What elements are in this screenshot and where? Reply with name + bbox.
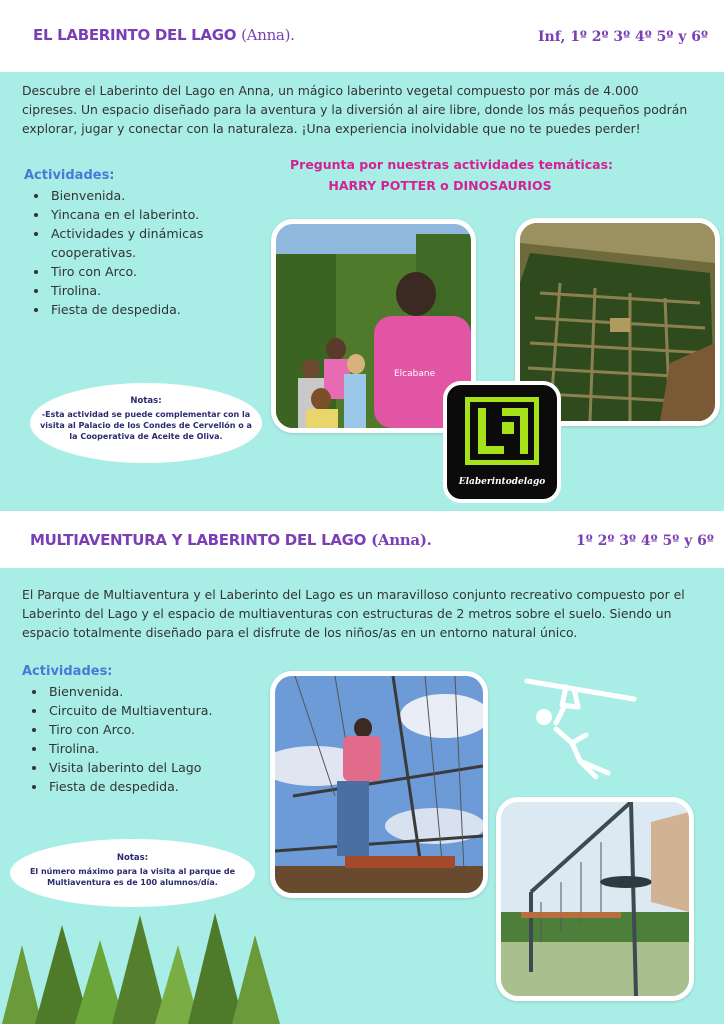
zipline-person-icon (522, 673, 642, 783)
section2-header (0, 511, 724, 568)
activity-item: • Fiesta de despedida. (49, 300, 259, 319)
activity-item: • Tiro con Arco. (49, 262, 259, 281)
section2-grades: 1º 2º 3º 4º 5º y 6º (576, 533, 714, 549)
multiaventura-climb-photo (270, 671, 488, 898)
activity-item: • Bienvenida. (47, 682, 257, 701)
activity-item: • Fiesta de despedida. (47, 777, 257, 796)
section1-promo-line2: HARRY POTTER o DINOSAURIOS (328, 178, 552, 193)
section1-title-suffix: (Anna). (241, 26, 295, 44)
multiaventura-park-photo (496, 797, 694, 1001)
activity-item: • Yincana en el laberinto. (49, 205, 259, 224)
activity-item: • Tirolina. (47, 739, 257, 758)
section2-activities-list (25, 682, 257, 796)
activity-item: • Tiro con Arco. (47, 720, 257, 739)
section1-note-text: -Esta actividad se puede complementar con la visita al Palacio de los Condes de Cervellón o a la Cooperativa de Aceite de Oliva. (40, 410, 252, 441)
section2-title-suffix: (Anna). (371, 531, 432, 549)
section1-note-title: Notas: (130, 396, 162, 406)
section2-activities-heading: Actividades: (22, 664, 113, 679)
section1-grades: Inf, 1º 2º 3º 4º 5º y 6º (538, 29, 709, 45)
section1-note (30, 383, 262, 463)
section1-activities-list (27, 186, 259, 319)
section2-description: El Parque de Multiaventura y el Laberinto del Lago es un maravilloso conjunto recreativo compuesto por el Laberinto del Lago y el espacio de multiaventuras con estructuras de 2 metros sobre el suelo. Siendo un espacio totalmente diseñado para el disfrute de los niños/as en un entorno natural único. (22, 587, 685, 640)
activity-item: • Actividades y dinámicas cooperativas. (49, 224, 259, 262)
section2-note (10, 839, 255, 907)
section2-title: MULTIAVENTURA Y LABERINTO DEL LAGO (Anna). (30, 531, 432, 549)
section2-note-text: El número máximo para la visita al parque de Multiaventura es de 100 alumnos/día. (29, 867, 236, 887)
activity-item: • Visita laberinto del Lago (47, 758, 257, 777)
section1-promo-line1: Pregunta por nuestras actividades temáticas: (290, 157, 614, 172)
section2-note-title: Notas: (116, 853, 149, 863)
pine-tree-icon (0, 905, 290, 1024)
activity-item: • Bienvenida. (49, 186, 259, 205)
laberinto-logo-icon (443, 381, 561, 503)
section1-header (0, 0, 724, 72)
section1-title: EL LABERINTO DEL LAGO (Anna). (33, 26, 295, 44)
activity-item: • Tirolina. (49, 281, 259, 300)
logo-mark (465, 397, 539, 465)
section1-activities-heading: Actividades: (24, 168, 115, 183)
activity-item: • Circuito de Multiaventura. (47, 701, 257, 720)
shirt-text: Elcabane (394, 369, 436, 379)
section1-description: Descubre el Laberinto del Lago en Anna, un mágico laberinto vegetal compuesto por más de 4.000 cipreses. Un espacio diseñado para la aventura y la diversión al aire libre, donde los más pequeños podrán explorar, jugar y conectar con la naturaleza. ¡Una experiencia inolvidable que no te puedes perder! (22, 83, 688, 136)
logo-text: Elaberintodelago (458, 477, 546, 487)
